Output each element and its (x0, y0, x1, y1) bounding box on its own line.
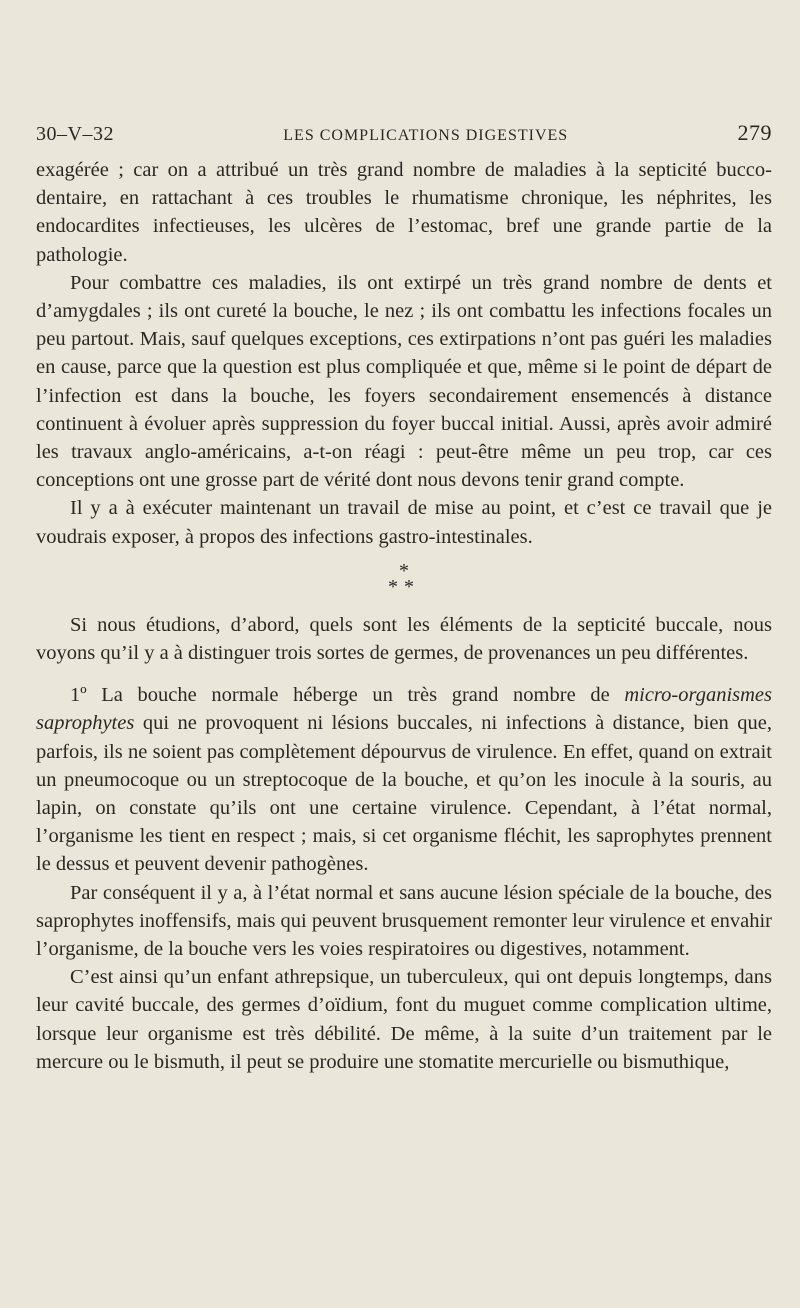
asterism-bottom: ** (388, 575, 420, 598)
paragraph-item-1 (36, 681, 772, 878)
paragraph-extirpation: Pour combattre ces maladies, ils ont extirpé un très grand nombre de dents et d’amygdales ; ils ont cureté la bouche, le nez ; ils ont combattu les infections focales un peu partout. Mais, sauf quelques exceptions, ces extirpations n’ont pas guéri les maladies en cause, parce que la question est plus compliquée et que, même si le point de départ de l’infection est dans la bouche, les foyers secondairement ensemencés à distance continuent à évoluer après suppression du foyer buccal initial. Aussi, après avoir admiré les travaux anglo-américains, a-t-on réagi : peut-être même un peu trop, car ces conceptions ont une grosse part de vérité dont nous devons tenir grand compte. (36, 271, 772, 492)
header-title: LES COMPLICATIONS DIGESTIVES (283, 127, 569, 144)
paragraph-athrepsique: C’est ainsi qu’un enfant athrepsique, un tuberculeux, qui ont depuis longtemps, dans leur cavité buccale, des germes d’oïdium, font du muguet comme complication ultime, lorsque leur organisme est très débilité. De même, à la suite d’un traitement par le mercure ou le bismuth, il peut se produire une stomatite mercurielle ou bismuthique, (36, 966, 772, 1073)
item1-italic-term: micro-organismes saprophytes (36, 684, 772, 735)
item1-text-before: 1º La bouche normale héberge un très grand nombre de (70, 684, 625, 707)
item1-text-after: qui ne provoquent ni lésions buccales, ni infections à distance, bien que, parfois, ils ne soient pas complètement dépourvus de virulence. En effet, quand on extrait un pneumocoque ou un streptocoque de la bouche, et qu’on les inocule à la souris, au lapin, on constate qu’ils ont une certaine virulence. Cependant, à l’état normal, l’organisme les tient en respect ; mais, si cet organisme fléchit, les saprophytes prennent le dessus et peuvent devenir pathogènes. (36, 712, 772, 876)
section-asterism (36, 559, 772, 598)
page-body (36, 156, 772, 1076)
running-header (36, 120, 772, 146)
header-date: 30–V–32 (36, 123, 114, 145)
page-number: 279 (737, 120, 772, 145)
asterism-top: * (399, 559, 409, 582)
paragraph-mise-au-point: Il y a à exécuter maintenant un travail de mise au point, et c’est ce travail que je voudrais exposer, à propos des infections gastro-intestinales. (36, 497, 772, 548)
paragraph-intro: Si nous étudions, d’abord, quels sont les éléments de la septicité buccale, nous voyons qu’il y a à distinguer trois sortes de germes, de provenances un peu différentes. (36, 613, 772, 665)
paragraph-continuation: exagérée ; car on a attribué un très grand nombre de maladies à la septicité bucco-dentaire, en rattachant à ces troubles le rhumatisme chronique, les néphrites, les endocardites infectieuses, les ulcères de l’estomac, bref une grande partie de la pathologie. (36, 159, 772, 266)
paragraph-saprophytes: Par conséquent il y a, à l’état normal et sans aucune lésion spéciale de la bouche, des saprophytes inoffensifs, mais qui peuvent brusquement remonter leur virulence et envahir l’organisme, de la bouche vers les voies respiratoires ou digestives, notamment. (36, 881, 772, 961)
